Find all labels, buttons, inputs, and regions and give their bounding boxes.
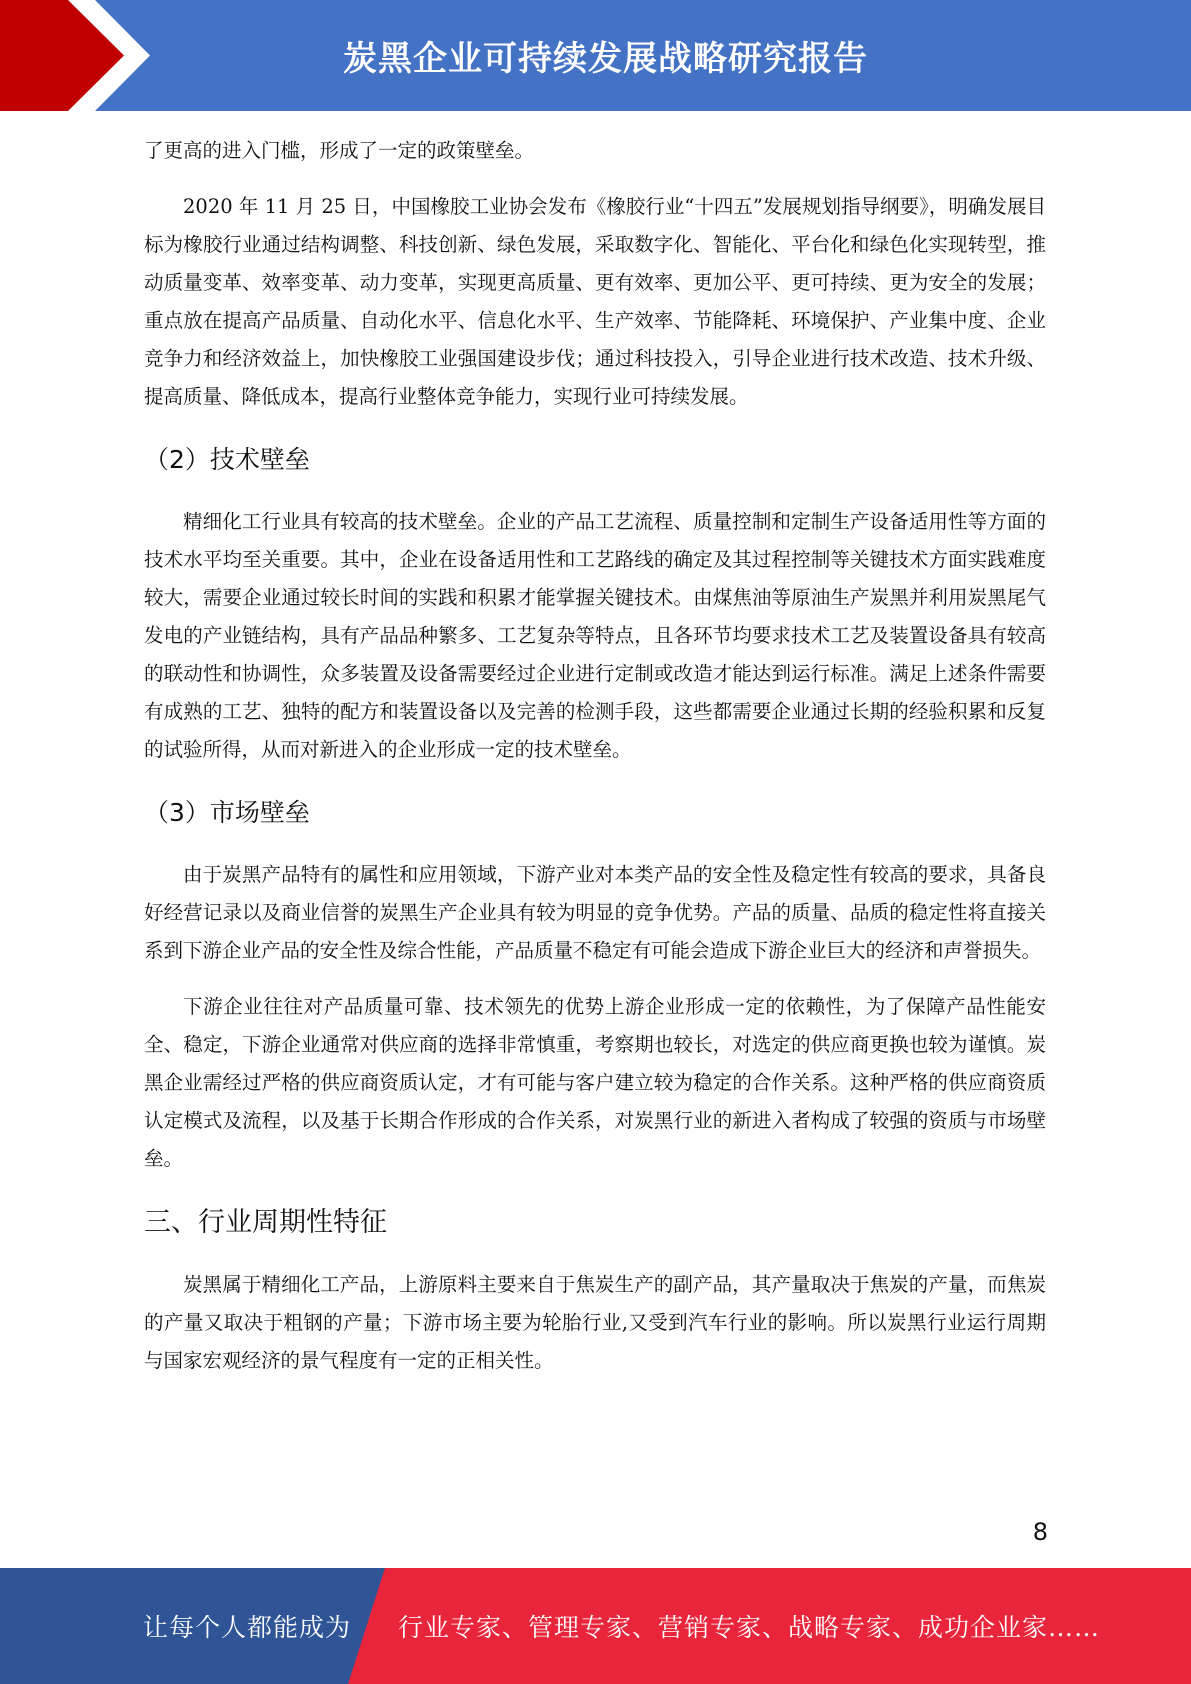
footer-slogan-left: 让每个人都能成为 [143,1613,352,1642]
paragraph-policy: 2020 年 11 月 25 日，中国橡胶工业协会发布《橡胶行业“十四五”发展规划指导纲要》，明确发展目标为橡胶行业通过结构调整、科技创新、绿色发展，采取数字化、智能化、平台化和绿色化实现转型，推动质量变革、效率变革、动力变革，实现更高质量、更有效率、更加公平、更可持续、更为安全的发展；重点放在提高产品质量、自动化水平、信息化水平、生产效率、节能降耗、环境保护、产业集中度、企业竞争力和经济效益上，加快橡胶工业强国建设步伐；通过科技投入，引导企业进行技术改造、技术升级、提高质量、降低成本，提高行业整体竞争能力，实现行业可持续发展。 [144,195,1046,408]
footer-slogan-right: 行业专家、管理专家、营销专家、战略专家、成功企业家…… [398,1613,1101,1642]
report-title: 炭黑企业可持续发展战略研究报告 [343,39,868,79]
paragraph-technical-barrier: 精细化工行业具有较高的技术壁垒。企业的产品工艺流程、质量控制和定制生产设备适用性等方面的技术水平均至关重要。其中，企业在设备适用性和工艺路线的确定及其过程控制等关键技术方面实践难度较大，需要企业通过较长时间的实践和积累才能掌握关键技术。由煤焦油等原油生产炭黑并利用炭黑尾气发电的产业链结构，具有产品品种繁多、工艺复杂等特点，且各环节均要求技术工艺及装置设备具有较高的联动性和协调性，众多装置及设备需要经过企业进行定制或改造才能达到运行标准。满足上述条件需要有成熟的工艺、独特的配方和装置设备以及完善的检测手段，这些都需要企业通过长期的经验积累和反复的试验所得，从而对新进入的企业形成一定的技术壁垒。 [144,510,1046,761]
heading-market-barrier: （3）市场壁垒 [144,798,310,827]
paragraph-market-barrier-2: 下游企业往往对产品质量可靠、技术领先的优势上游企业形成一定的依赖性，为了保障产品性能安全、稳定，下游企业通常对供应商的选择非常慎重，考察期也较长，对选定的供应商更换也较为谨慎。炭黑企业需经过严格的供应商资质认定，才有可能与客户建立较为稳定的合作关系。这种严格的供应商资质认定模式及流程，以及基于长期合作形成的合作关系，对炭黑行业的新进入者构成了较强的资质与市场壁垒。 [144,995,1046,1170]
paragraph-market-barrier-1: 由于炭黑产品特有的属性和应用领域，下游产业对本类产品的安全性及稳定性有较高的要求，具备良好经营记录以及商业信誉的炭黑生产企业具有较为明显的竞争优势。产品的质量、品质的稳定性将直接关系到下游企业产品的安全性及综合性能，产品质量不稳定有可能会造成下游企业巨大的经济和声誉损失。 [144,863,1046,962]
page-number: 8 [1032,1518,1048,1546]
page-header [0,0,1191,111]
heading-industry-cycle: 三、行业周期性特征 [144,1207,387,1238]
page-footer [0,1568,1191,1684]
paragraph-intro: 了更高的进入门槛，形成了一定的政策壁垒。 [144,139,535,162]
heading-technical-barrier: （2）技术壁垒 [144,445,310,474]
paragraph-industry-cycle: 炭黑属于精细化工产品，上游原料主要来自于焦炭生产的副产品，其产量取决于焦炭的产量，而焦炭的产量又取决于粗钢的产量；下游市场主要为轮胎行业,又受到汽车行业的影响。所以炭黑行业运行周期与国家宏观经济的景气程度有一定的正相关性。 [144,1273,1046,1372]
document-body [144,132,1046,1398]
